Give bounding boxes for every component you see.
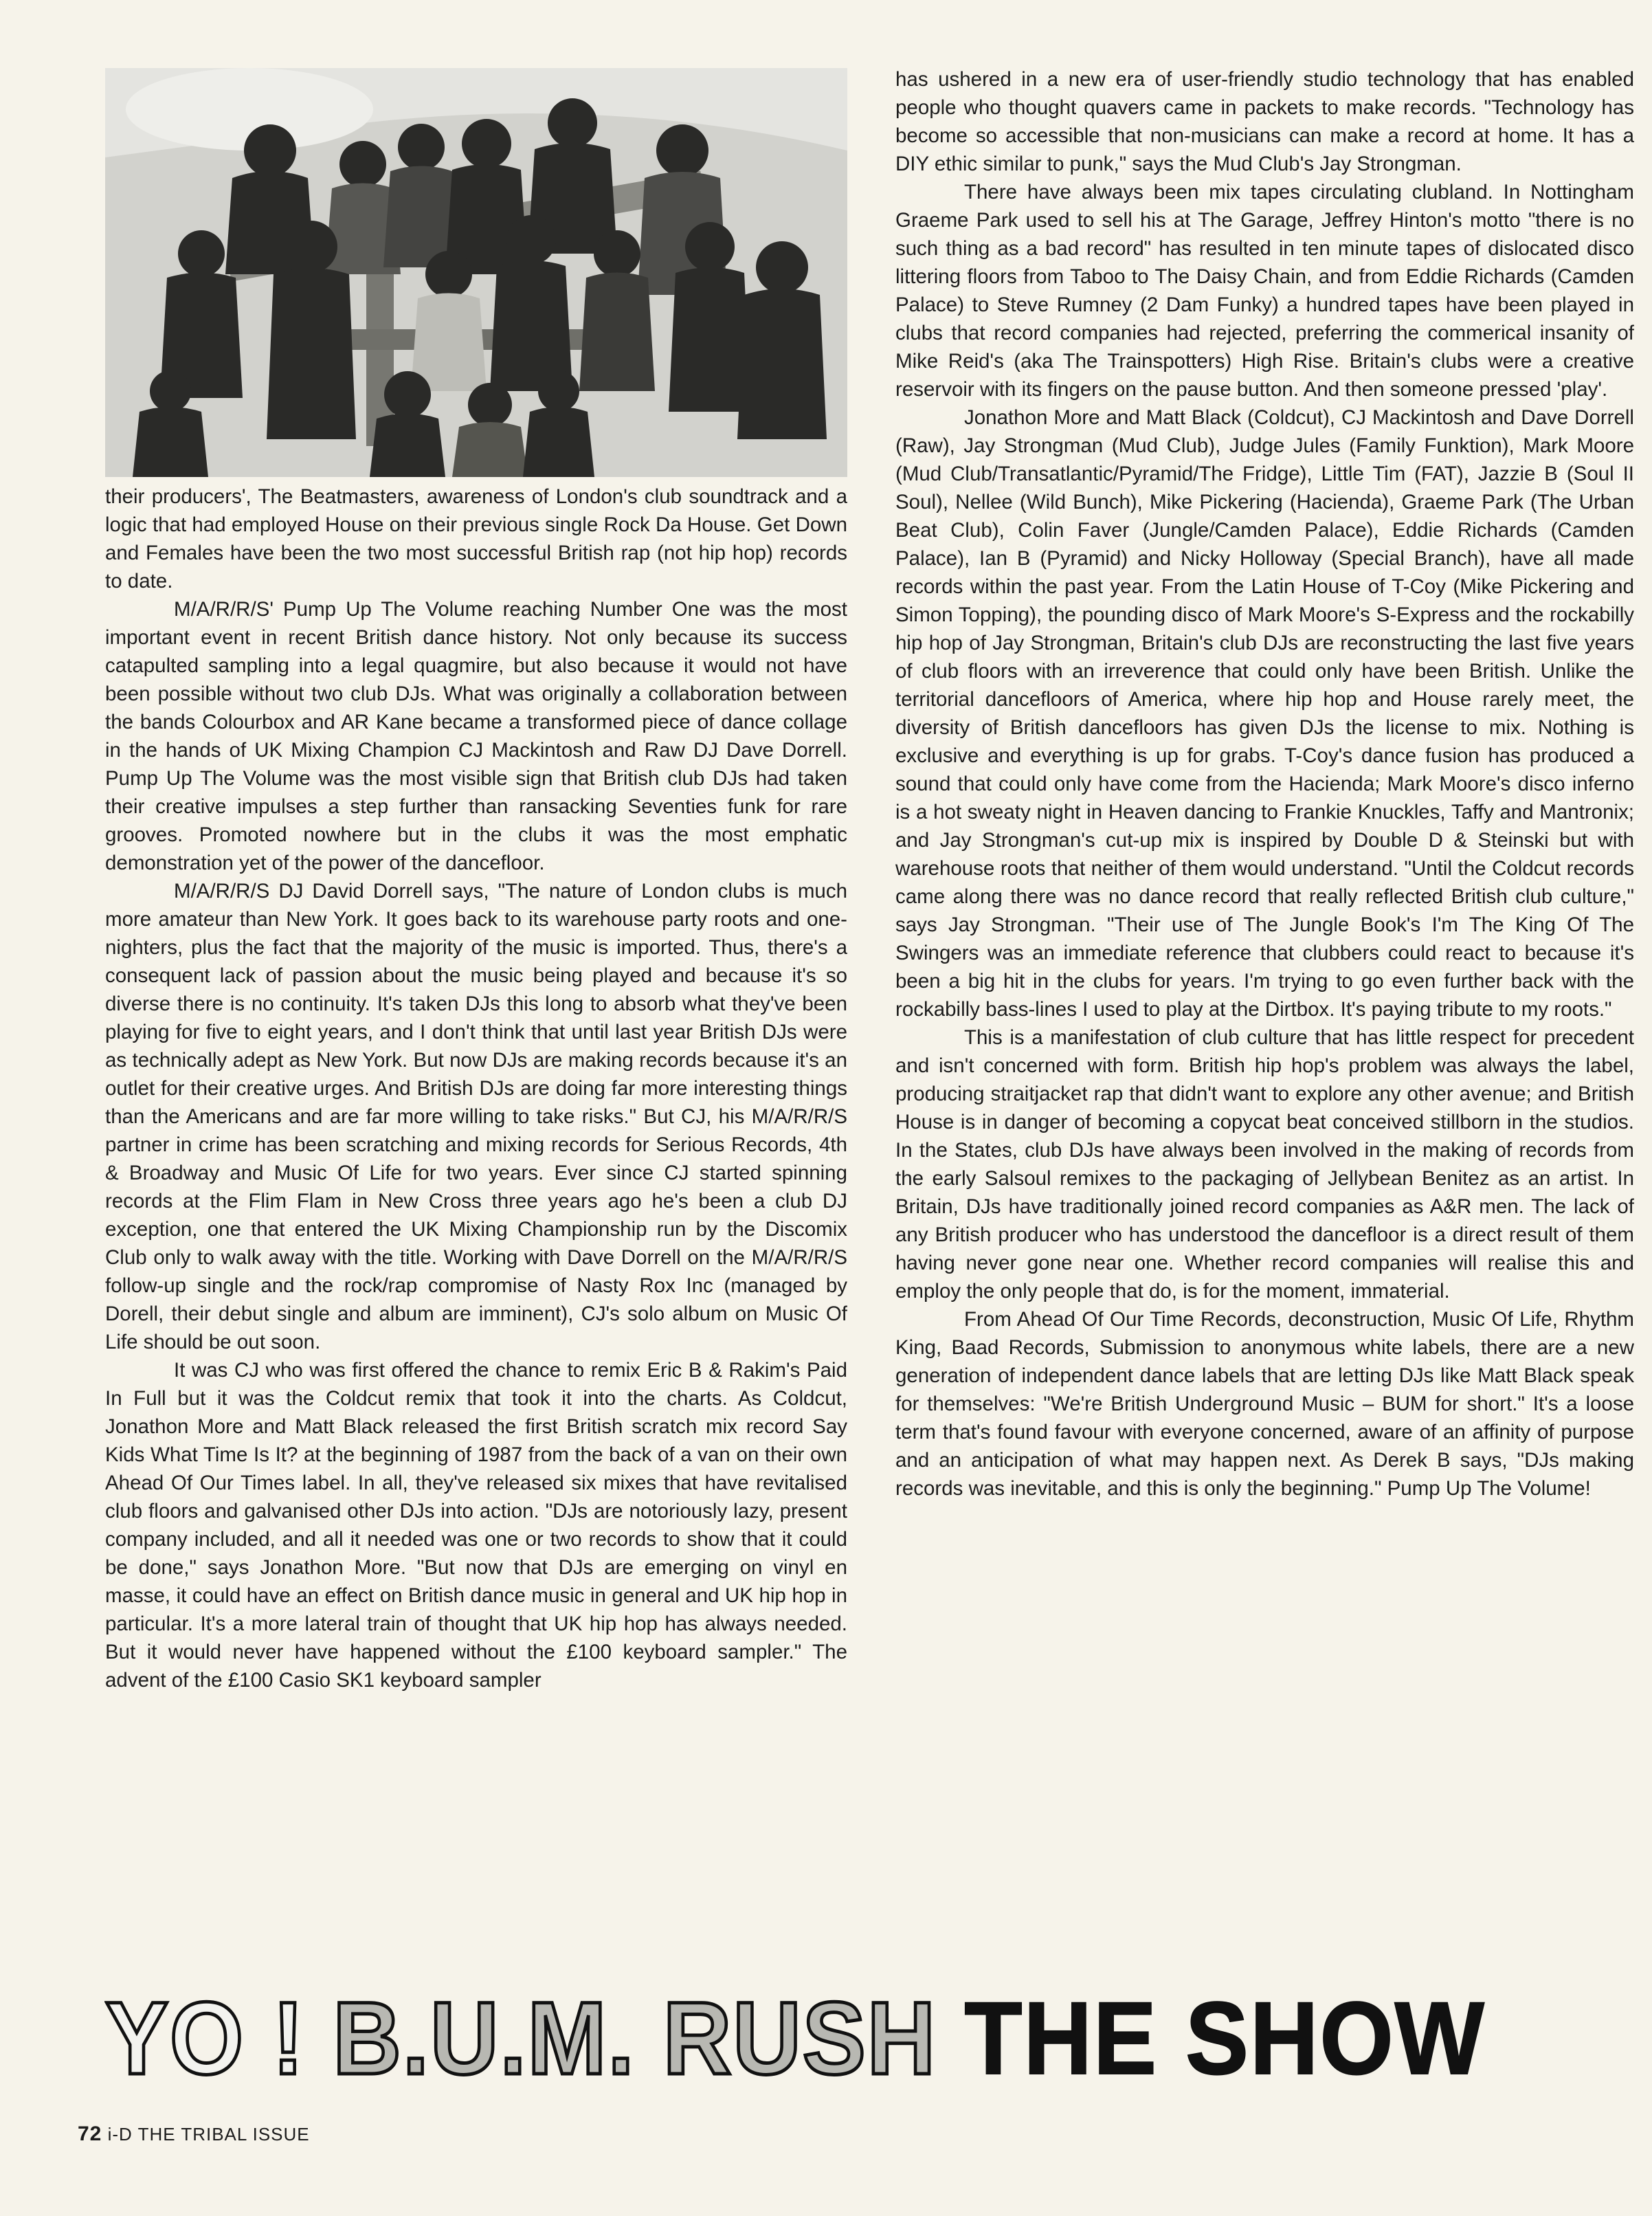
right-paragraph: Jonathon More and Matt Black (Coldcut), CJ Mackintosh and Dave Dorrell (Raw), Jay Strongman (Mud Club), Judge Jules (Family Funktion), Mark Moore (Mud Club/Transatlantic/Pyramid/The Fridge), Little Tim (FAT), Jazzie B (Soul II Soul), Nellee (Wild Bunch), Mike Pickering (Hacienda), Graeme Park (The Urban Beat Club), Colin Faver (Jungle/Camden Palace), Eddie Richards (Camden Palace), Ian B (Pyramid) and Nicky Holloway (Special Branch), have all made records within the past year. From the Latin House of T-Coy (Mike Pickering and Simon Topping), the pounding disco of Mark Moore's S-Express and the rockabilly hip hop of Jay Strongman, Britain's club DJs are reconstructing the last five years of club floors with an irreverence that could only have been British. Unlike the territorial dancefloors of America, where hip hop and House rarely meet, the diversity of British dancefloors has given DJs the license to mix. Nothing is exclusive and everything is up for grabs. T-Coy's dance fusion has produced a sound that could only have come from the Hacienda; Mark Moore's disco inferno is a hot sweaty night in Heaven dancing to Frankie Knuckles, Taffy and Mantronix; and Jay Strongman's cut-up mix is inspired by Double D & Steinski but with warehouse roots that neither of them would understand. "Until the Coldcut records came along there was no dance record that really reflected British club culture," says Jay Strongman. "Their use of The Jungle Book's I'm The King Of The Swingers was an immediate reference that clubbers could react to because it's been a big hit in the clubs for years. I'm trying to go even further back with the rockabilly bass-lines I used to play at the Dirtbox. It's paying tribute to my roots." — [895, 406, 1634, 1021]
left-paragraph: M/A/R/R/S DJ David Dorrell says, "The nature of London clubs is much more amateur than New York. It goes back to its warehouse party roots and one-nighters, plus the fact that the majority of the music is imported. Thus, there's a consequent lack of passion about the music being played and because it's so diverse there is no continuity. It's taken DJs this long to absorb what they've been playing for five to eight years, and I don't think that until last year British DJs were as technically adept as New York. But now DJs are making records because it's an outlet for their creative urges. And British DJs are doing far more interesting things than the Americans and are far more willing to take risks." But CJ, his M/A/R/R/S partner in crime has been scratching and mixing records for Serious Records, 4th & Broadway and Music Of Life for two years. Ever since CJ started spinning records at the Flim Flam in New Cross three years ago he's been a club DJ exception, one that entered the UK Mixing Championship run by the Discomix Club only to walk away with the title. Working with Dave Dorrell on the M/A/R/R/S follow-up single and the rock/rap compromise of Nasty Rox Inc (managed by Dorell, their debut single and album are imminent), CJ's solo album on Music Of Life should be out soon. — [105, 880, 847, 1353]
right-paragraph: This is a manifestation of club culture that has little respect for precedent and isn't concerned with form. British hip hop's problem was always the label, producing straitjacket rap that didn't want to explore any other avenue; and British House is in danger of becoming a copycat beat conceived stillborn in the studios. In the States, club DJs have always been involved in the making of records from the early Salsoul remixes to the packaging of Jellybean Benitez as an artist. In Britain, DJs have traditionally joined record companies as A&R men. The lack of any British producer who has understood the dancefloor is a direct result of them having never gone near one. Whether record companies will realise this and employ the only people that do, is for the moment, immaterial. — [895, 1026, 1634, 1303]
right-paragraph: From Ahead Of Our Time Records, deconstruction, Music Of Life, Rhythm King, Baad Records, Submission to anonymous white labels, there are a new generation of independent dance labels that are letting DJs like Matt Black speak for themselves: "We're British Underground Music – BUM for short." It's a loose term that's found favour with everyone concerned, aware of an affinity of purpose and an anticipation of what may happen next. As Derek B says, "DJs making records was inevitable, and this is only the beginning." Pump Up The Volume! — [895, 1308, 1634, 1500]
group-photo-illustration — [105, 68, 847, 477]
right-paragraph: has ushered in a new era of user-friendly studio technology that has enabled people who thought quavers came in packets to make records. "Technology has become so accessible that non-musicians can make a record at home. It has a DIY ethic similar to punk," says the Mud Club's Jay Strongman. — [895, 68, 1634, 175]
right-paragraph: There have always been mix tapes circulating clubland. In Nottingham Graeme Park used to sell his at The Garage, Jeffrey Hinton's motto "there is no such thing as a bad record" has resulted in ten minute tapes of dislocated disco littering floors from Taboo to The Daisy Chain, and from Eddie Richards (Camden Palace) to Steve Rumney (2 Dam Funky) a hundred tapes have been played in clubs that record companies had rejected, preferring the commerical insanity of Mike Reid's (aka The Trainspotters) High Rise. Britain's clubs were a creative reservoir with its fingers on the pause button. And then someone pressed 'play'. — [895, 181, 1634, 401]
page-number: 72 — [78, 2123, 102, 2145]
left-paragraph: M/A/R/R/S' Pump Up The Volume reaching Number One was the most important event in recent British dance history. Not only because its success catapulted sampling into a legal quagmire, but also because it would not have been possible without two club DJs. What was originally a collaboration between the bands Colourbox and AR Kane became a transformed piece of dance collage in the hands of UK Mixing Champion CJ Mackintosh and Raw DJ Dave Dorrell. Pump Up The Volume was the most visible sign that British club DJs had taken their creative impulses a step further than ransacking Seventies funk for rare grooves. Promoted nowhere but in the clubs it was the most emphatic demonstration yet of the power of the dancefloor. — [105, 598, 847, 874]
group-photo — [105, 68, 847, 477]
headline-part-yo: YO ! — [105, 1980, 333, 2096]
article-column-left — [105, 483, 847, 1694]
page-footer — [78, 2123, 310, 2146]
headline-part-the-show: THE SHOW — [964, 1980, 1486, 2096]
left-paragraph: their producers', The Beatmasters, awareness of London's club soundtrack and a logic that had employed House on their previous single Rock Da House. Get Down and Females have been the two most successful British rap (not hip hop) records to date. — [105, 485, 847, 592]
headline — [105, 1980, 1515, 2096]
publication-name: i-D THE TRIBAL ISSUE — [107, 2124, 310, 2145]
article-column-right — [895, 65, 1634, 1503]
left-paragraph: It was CJ who was first offered the chance to remix Eric B & Rakim's Paid In Full but it was the Coldcut remix that took it into the charts. As Coldcut, Jonathon More and Matt Black released the first British scratch mix record Say Kids What Time Is It? at the beginning of 1987 from the back of a van on their own Ahead Of Our Times label. In all, they've released six mixes that have revitalised club floors and galvanised other DJs into action. "DJs are notoriously lazy, present company included, and all it needed was one or two records to show that it could be done," says Jonathon More. "But now that DJs are emerging on vinyl en masse, it could have an effect on British dance music in general and UK hip hop in particular. It's a more lateral train of thought that UK hip hop has always needed. But it would never have happened without the £100 keyboard sampler." The advent of the £100 Casio SK1 keyboard sampler — [105, 1359, 847, 1692]
headline-part-bum-rush: B.U.M. RUSH — [333, 1980, 965, 2096]
